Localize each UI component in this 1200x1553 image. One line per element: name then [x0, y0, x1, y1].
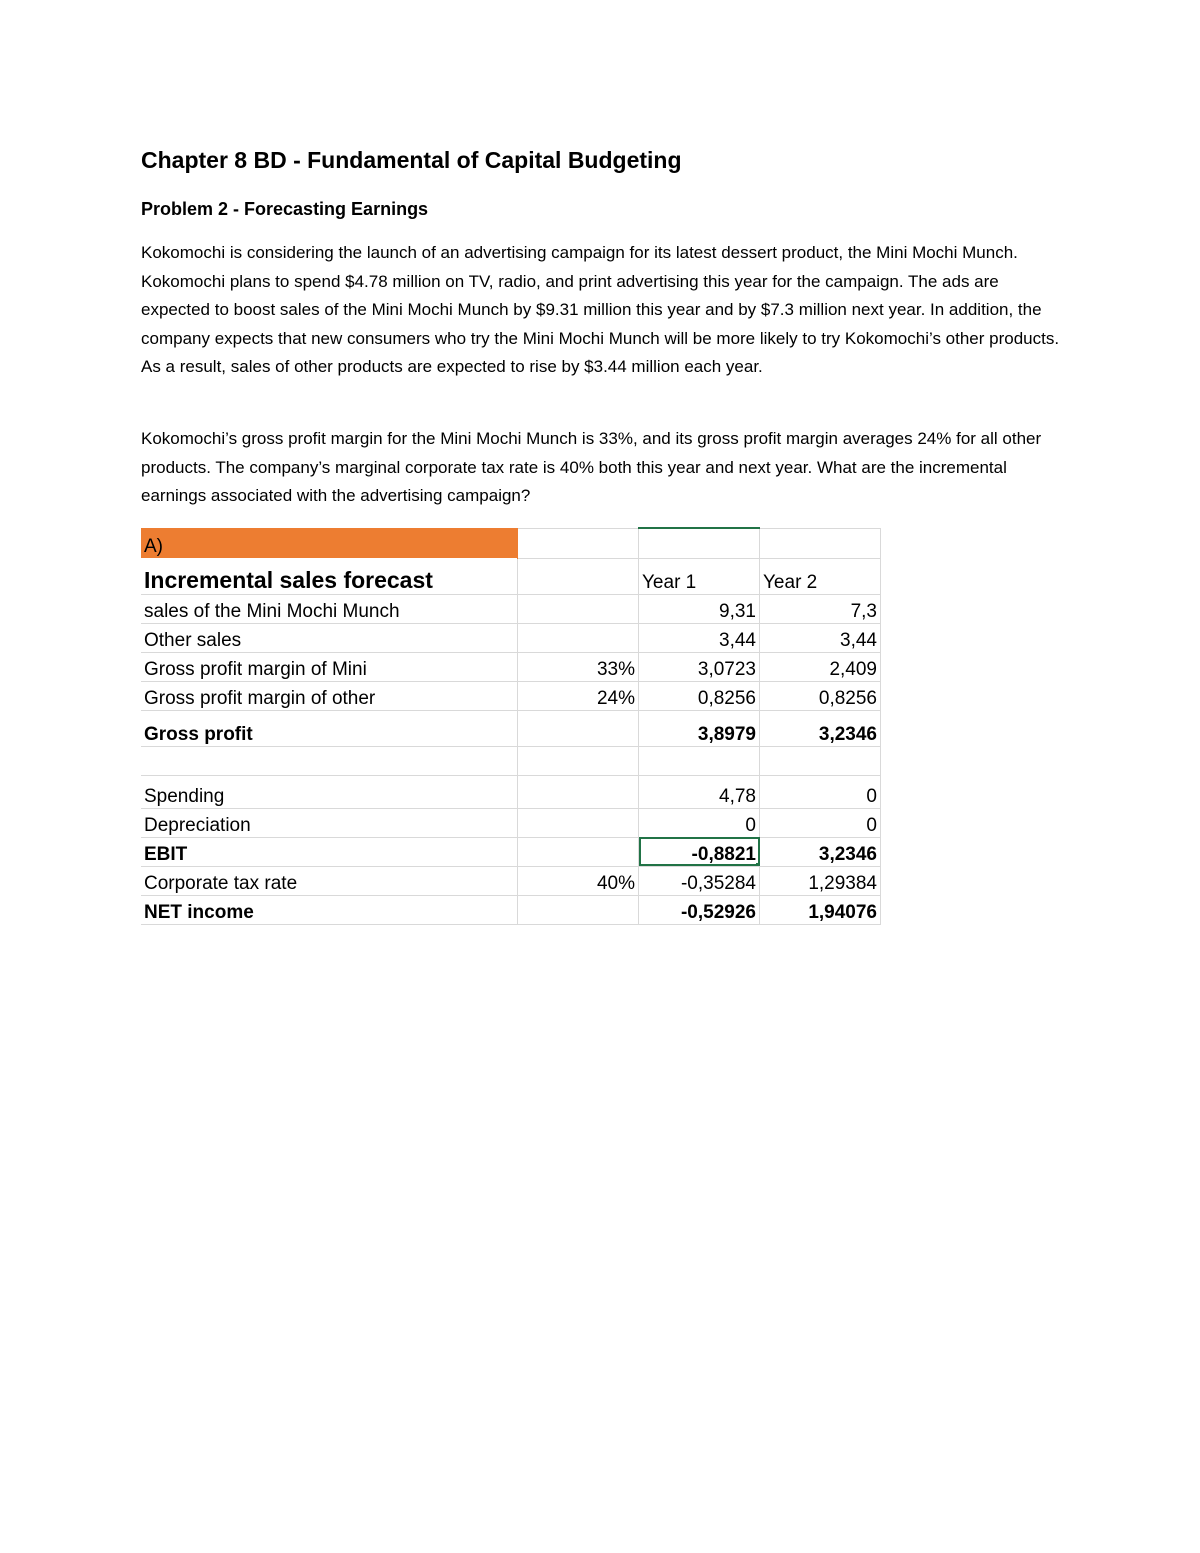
- table-row: [141, 837, 881, 866]
- table-title-cell[interactable]: Incremental sales forecast: [141, 558, 518, 594]
- table-row: [141, 652, 881, 681]
- table-row: [141, 594, 881, 623]
- fill-handle[interactable]: [756, 863, 760, 867]
- rate-cell[interactable]: 33%: [518, 652, 639, 681]
- rate-cell[interactable]: [518, 594, 639, 623]
- table-row: [141, 808, 881, 837]
- problem-statement-paragraph: Kokomochi is considering the launch of an advertising campaign for its latest dessert product, the Mini Mochi Munch. Kokomochi plans to spend $4.78 million on TV, radio, and print advertising this year for the campaign. The ads are expected to boost sales of the Mini Mochi Munch by $9.31 million this year and by $7.3 million next year. In addition, the company expects that new consumers who try the Mini Mochi Munch will be more likely to try Kokomochi’s other products. As a result, sales of other products are expected to rise by $3.44 million each year.: [141, 243, 1060, 377]
- year2-value-cell[interactable]: 0: [760, 775, 881, 808]
- rate-cell[interactable]: 40%: [518, 866, 639, 895]
- row-label-cell[interactable]: sales of the Mini Mochi Munch: [141, 594, 518, 623]
- year1-value-cell[interactable]: 9,31: [639, 594, 760, 623]
- problem-title: Problem 2 - Forecasting Earnings: [141, 199, 429, 219]
- year1-value-cell[interactable]: 3,8979: [639, 710, 760, 746]
- year1-value-cell[interactable]: [639, 746, 760, 775]
- row-label-cell[interactable]: NET income: [141, 895, 518, 924]
- section-label-cell[interactable]: A): [141, 528, 518, 558]
- row-label-cell[interactable]: Spending: [141, 775, 518, 808]
- row-label-cell[interactable]: Gross profit margin of other: [141, 681, 518, 710]
- year1-value-cell[interactable]: -0,35284: [639, 866, 760, 895]
- row-label-cell[interactable]: Gross profit margin of Mini: [141, 652, 518, 681]
- row-label-cell[interactable]: [141, 746, 518, 775]
- empty-cell[interactable]: [518, 558, 639, 594]
- table-row: [141, 866, 881, 895]
- year2-value-cell[interactable]: 7,3: [760, 594, 881, 623]
- row-label-cell[interactable]: Depreciation: [141, 808, 518, 837]
- table-row: [141, 710, 881, 746]
- year1-value-cell[interactable]: 4,78: [639, 775, 760, 808]
- year1-header-cell[interactable]: Year 1: [639, 558, 760, 594]
- year2-value-cell[interactable]: 0,8256: [760, 681, 881, 710]
- year2-value-cell[interactable]: 3,44: [760, 623, 881, 652]
- empty-cell[interactable]: [639, 528, 760, 558]
- year2-value-cell[interactable]: 1,94076: [760, 895, 881, 924]
- year1-value-cell[interactable]: 0: [639, 808, 760, 837]
- rate-cell[interactable]: [518, 710, 639, 746]
- rate-cell[interactable]: 24%: [518, 681, 639, 710]
- table-row: [141, 623, 881, 652]
- year1-value-cell[interactable]: -0,52926: [639, 895, 760, 924]
- table-row: [141, 895, 881, 924]
- rate-cell[interactable]: [518, 623, 639, 652]
- rate-cell[interactable]: [518, 808, 639, 837]
- table-row: [141, 681, 881, 710]
- year1-value-cell[interactable]: 3,0723: [639, 652, 760, 681]
- year2-value-cell[interactable]: 3,2346: [760, 710, 881, 746]
- row-label-cell[interactable]: Corporate tax rate: [141, 866, 518, 895]
- year1-value-cell: -0,8821: [691, 843, 756, 865]
- rate-cell[interactable]: [518, 837, 639, 866]
- rate-cell[interactable]: [518, 746, 639, 775]
- year2-value-cell[interactable]: 0: [760, 808, 881, 837]
- table-row: [141, 775, 881, 808]
- year1-value-cell[interactable]: 3,44: [639, 623, 760, 652]
- incremental-earnings-table: [141, 527, 881, 925]
- year1-value-cell[interactable]: 0,8256: [639, 681, 760, 710]
- selected-cell[interactable]: [639, 837, 760, 866]
- row-label-cell[interactable]: Other sales: [141, 623, 518, 652]
- year2-value-cell[interactable]: [760, 746, 881, 775]
- rate-cell[interactable]: [518, 775, 639, 808]
- row-label-cell[interactable]: EBIT: [141, 837, 518, 866]
- empty-cell[interactable]: [518, 528, 639, 558]
- table-section-row: [141, 528, 881, 558]
- year2-header-cell[interactable]: Year 2: [760, 558, 881, 594]
- year2-value-cell[interactable]: 3,2346: [760, 837, 881, 866]
- year2-value-cell[interactable]: 2,409: [760, 652, 881, 681]
- table-header-row: [141, 558, 881, 594]
- table-row: [141, 746, 881, 775]
- empty-cell[interactable]: [760, 528, 881, 558]
- page-title: Chapter 8 BD - Fundamental of Capital Budgeting: [141, 147, 682, 173]
- year2-value-cell[interactable]: 1,29384: [760, 866, 881, 895]
- question-paragraph: Kokomochi’s gross profit margin for the Mini Mochi Munch is 33%, and its gross profit margin averages 24% for all other products. The company’s marginal corporate tax rate is 40% both this year and next year. What are the incremental earnings associated with the advertising campaign?: [141, 429, 1042, 506]
- rate-cell[interactable]: [518, 895, 639, 924]
- row-label-cell[interactable]: Gross profit: [141, 710, 518, 746]
